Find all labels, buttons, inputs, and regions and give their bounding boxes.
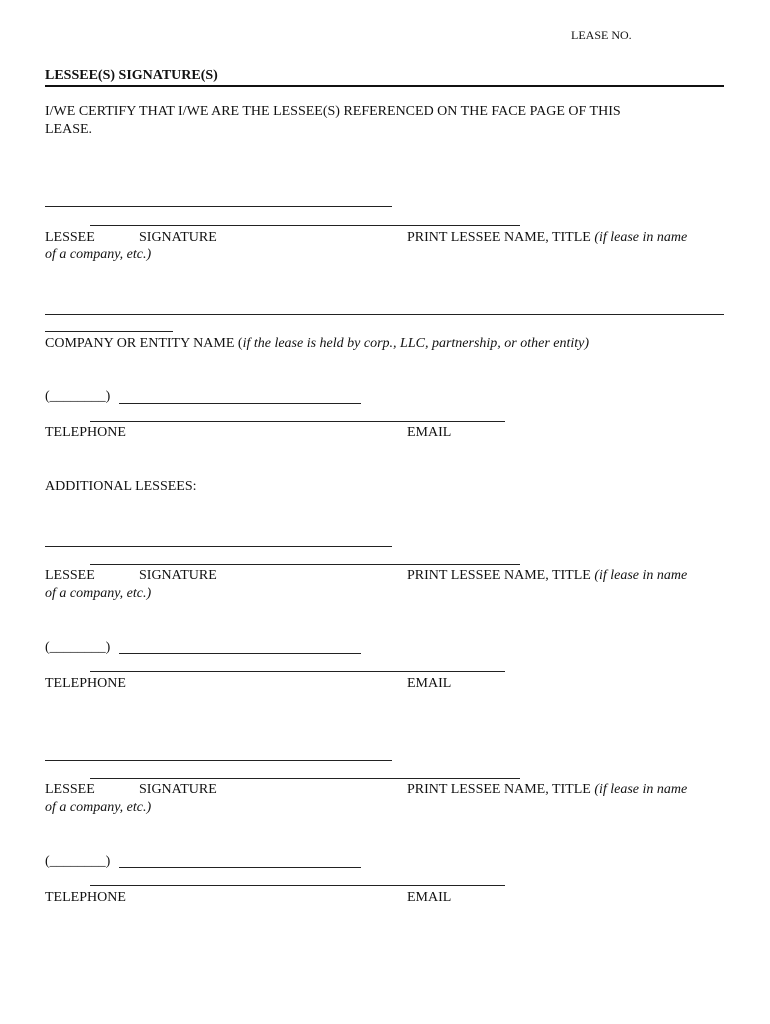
telephone-line[interactable]	[119, 403, 361, 404]
certify-text-line1: I/WE CERTIFY THAT I/WE ARE THE LESSEE(S) REFERENCED ON THE FACE PAGE OF THIS	[45, 104, 621, 119]
signature-label: SIGNATURE	[139, 782, 217, 797]
email-label: EMAIL	[407, 890, 452, 905]
lessee-label: LESSEE	[45, 230, 95, 245]
signature-label: SIGNATURE	[139, 230, 217, 245]
print-name-note: (if lease in name	[594, 782, 688, 797]
company-text: COMPANY OR ENTITY NAME (	[45, 336, 243, 351]
lessee-label: LESSEE	[45, 568, 95, 583]
lessee-signature-line[interactable]	[45, 760, 392, 761]
print-name-note: (if lease in name	[594, 230, 688, 245]
telephone-label: TELEPHONE	[45, 425, 126, 440]
print-lessee-name-line[interactable]	[90, 564, 520, 565]
print-name-note-cont: of a company, etc.)	[45, 586, 152, 601]
certify-text-line2: LEASE.	[45, 122, 93, 137]
email-label: EMAIL	[407, 425, 452, 440]
print-lessee-name-line[interactable]	[90, 778, 520, 779]
lease-no-label: LEASE NO.	[571, 28, 632, 42]
telephone-line[interactable]	[119, 867, 361, 868]
company-name-line[interactable]	[45, 314, 724, 315]
print-name-label	[407, 782, 687, 798]
print-name-note-cont: of a company, etc.)	[45, 800, 152, 815]
company-name-line-cont[interactable]	[45, 331, 173, 332]
print-name-label	[407, 230, 687, 246]
phone-area-code[interactable]: (________)	[45, 389, 111, 404]
print-lessee-name-line[interactable]	[90, 225, 520, 226]
email-label: EMAIL	[407, 676, 452, 691]
lessee-signature-line[interactable]	[45, 546, 392, 547]
email-line[interactable]	[90, 421, 505, 422]
lessee-signature-line[interactable]	[45, 206, 392, 207]
print-name-text: PRINT LESSEE NAME, TITLE	[407, 568, 595, 583]
telephone-label: TELEPHONE	[45, 890, 126, 905]
telephone-line[interactable]	[119, 653, 361, 654]
lessee-label: LESSEE	[45, 782, 95, 797]
email-line[interactable]	[90, 671, 505, 672]
print-name-note-cont: of a company, etc.)	[45, 247, 152, 262]
phone-area-code[interactable]: (________)	[45, 640, 111, 655]
email-line[interactable]	[90, 885, 505, 886]
print-name-note: (if lease in name	[594, 568, 688, 583]
additional-lessees-label: ADDITIONAL LESSEES:	[45, 479, 197, 494]
telephone-label: TELEPHONE	[45, 676, 126, 691]
signature-label: SIGNATURE	[139, 568, 217, 583]
company-label	[45, 336, 589, 352]
title-rule	[45, 85, 724, 87]
print-name-label	[407, 568, 687, 584]
phone-area-code[interactable]: (________)	[45, 854, 111, 869]
section-title: LESSEE(S) SIGNATURE(S)	[45, 68, 218, 83]
print-name-text: PRINT LESSEE NAME, TITLE	[407, 782, 595, 797]
company-note: if the lease is held by corp., LLC, partnership, or other entity)	[242, 336, 590, 351]
print-name-text: PRINT LESSEE NAME, TITLE	[407, 230, 595, 245]
